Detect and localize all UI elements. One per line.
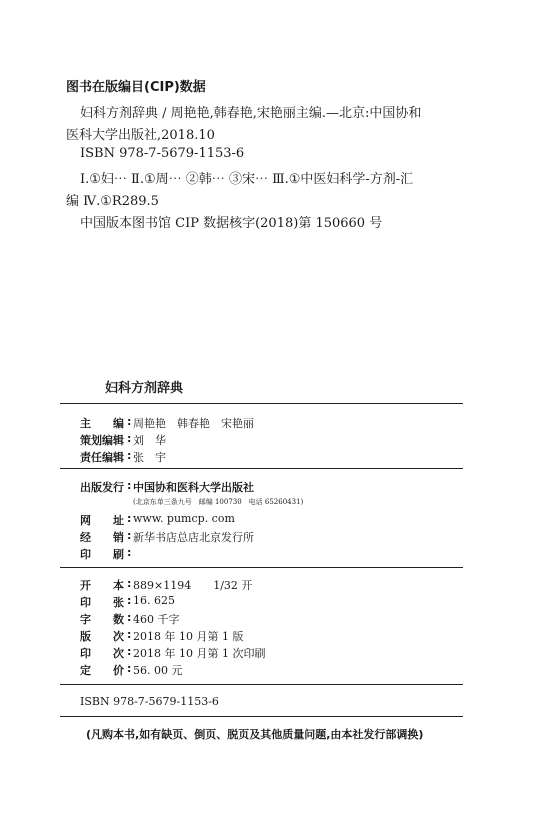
publisher-label: 出版发行 <box>80 481 124 494</box>
divider <box>60 716 463 717</box>
divider <box>60 567 463 568</box>
credit-value-chief-editor: 周艳艳 韩春艳 宋艳丽 <box>133 417 254 430</box>
colon: : <box>127 577 132 590</box>
spec-value-price: 56. 00 元 <box>133 664 183 677</box>
spec-label-word-count: 字 数 <box>80 613 124 626</box>
colon: : <box>127 512 132 525</box>
spec-value-sheets: 16. 625 <box>133 594 175 607</box>
spec-value-format: 889×1194 1/32 开 <box>133 579 253 592</box>
spec-value-printing: 2018 年 10 月第 1 次印刷 <box>133 647 266 660</box>
cip-title-line-1: 妇科方剂辞典 / 周艳艳,韩春艳,宋艳丽主编.—北京:中国协和 <box>80 106 422 121</box>
spec-label-sheets: 印 张 <box>80 596 124 609</box>
colon: : <box>127 611 132 624</box>
credit-label-planning-editor: 策划编辑 <box>80 434 124 447</box>
colon: : <box>127 449 132 462</box>
colon: : <box>127 415 132 428</box>
isbn-footer: ISBN 978-7-5679-1153-6 <box>80 695 219 708</box>
colon: : <box>127 479 132 492</box>
quality-notice: (凡购本书,如有缺页、倒页、脱页及其他质量问题,由本社发行部调换) <box>86 728 424 741</box>
distributor-value: 新华书店总店北京发行所 <box>133 531 254 544</box>
spec-value-edition: 2018 年 10 月第 1 版 <box>133 630 244 643</box>
colon: : <box>127 432 132 445</box>
distributor-label: 经 销 <box>80 531 124 544</box>
credit-value-responsible-editor: 张 宇 <box>133 451 166 464</box>
colon: : <box>127 628 132 641</box>
website-label: 网 址 <box>80 514 124 527</box>
colon: : <box>127 645 132 658</box>
divider <box>60 403 463 404</box>
colon: : <box>127 546 132 559</box>
credit-value-planning-editor: 刘 华 <box>133 434 166 447</box>
cip-heading: 图书在版编目(CIP)数据 <box>66 80 206 95</box>
divider <box>60 468 463 469</box>
book-title: 妇科方剂辞典 <box>105 381 184 396</box>
cip-isbn: ISBN 978-7-5679-1153-6 <box>80 146 245 161</box>
cip-title-line-2: 医科大学出版社,2018.10 <box>66 128 215 143</box>
spec-label-printing: 印 次 <box>80 647 124 660</box>
credit-label-chief-editor: 主 编 <box>80 417 124 430</box>
colon: : <box>127 662 132 675</box>
website-value: www. pumcp. com <box>133 512 235 525</box>
colon: : <box>127 594 132 607</box>
spec-label-price: 定 价 <box>80 664 124 677</box>
cip-record-number: 中国版本图书馆 CIP 数据核字(2018)第 150660 号 <box>80 216 383 231</box>
spec-value-word-count: 460 千字 <box>133 613 180 626</box>
publisher-address: (北京东单三条九号 邮编 100730 电话 65260431) <box>133 498 304 506</box>
cip-classification-line-1: Ⅰ.①妇⋯ Ⅱ.①周⋯ ②韩⋯ ③宋⋯ Ⅲ.①中医妇科学-方剂-汇 <box>80 172 414 187</box>
spec-label-edition: 版 次 <box>80 630 124 643</box>
cip-classification-line-2: 编 Ⅳ.①R289.5 <box>66 194 159 209</box>
divider <box>60 684 463 685</box>
spec-label-format: 开 本 <box>80 579 124 592</box>
colon: : <box>127 529 132 542</box>
printer-label: 印 刷 <box>80 548 124 561</box>
credit-label-responsible-editor: 责任编辑 <box>80 451 124 464</box>
publisher-name: 中国协和医科大学出版社 <box>133 481 254 494</box>
